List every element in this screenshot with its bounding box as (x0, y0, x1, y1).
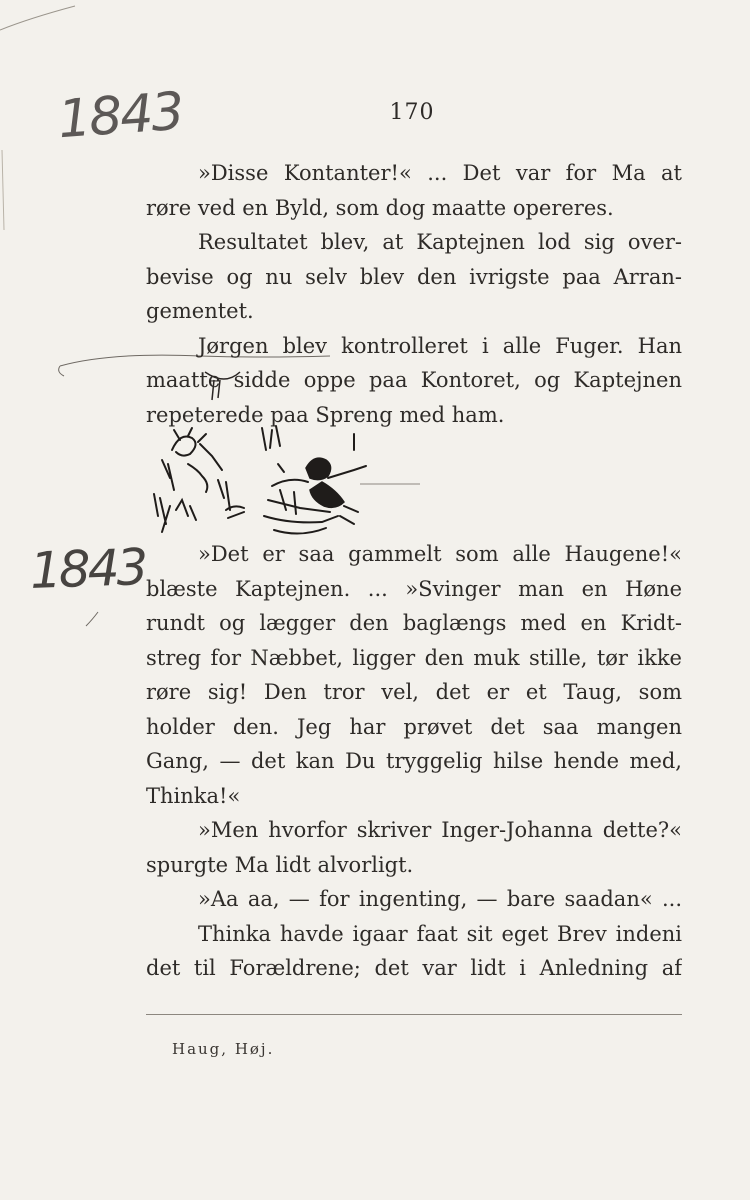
text-line: Thinka!« (146, 783, 241, 808)
text-line: Thinka havde igaar faat sit eget Brev indeni (198, 921, 682, 946)
text-line: »Disse Kontanter!« ... Det var for Ma at (198, 161, 682, 185)
text-line: Resultatet blev, at Kaptejnen lod sig over- (198, 230, 682, 254)
handwritten-year-note-top: 1843 (56, 81, 185, 151)
text-line: repeterede paa Spreng med ham. (146, 402, 505, 427)
text-line: rundt og lægger den baglængs med en Kridt- (146, 611, 682, 635)
text-line: røre sig! Den tror vel, det er et Taug, som (146, 680, 682, 704)
text-line: Gang, — det kan Du tryggelig hilse hende med, (146, 749, 682, 773)
text-line: Jørgen blev kontrolleret i alle Fuger. Han (198, 333, 682, 358)
text-line: holder den. Jeg har prøvet det saa mangen (146, 714, 682, 739)
handwritten-year-note-middle: 1843 (29, 538, 147, 600)
text-line: gementet. (146, 299, 254, 323)
page-number: 170 (389, 100, 435, 125)
text-line: »Det er saa gammelt som alle Haugene!« (198, 542, 682, 566)
printer-signature: Haug, Høj. (172, 1040, 275, 1058)
text-line: bevise og nu selv blev den ivrigste paa Arran- (146, 264, 682, 289)
text-line: »Aa aa, — for ingenting, — bare saadan« ... (198, 887, 682, 911)
text-line: spurgte Ma lidt alvorligt. (146, 852, 414, 877)
footer-rule (146, 1014, 682, 1015)
body-text (146, 156, 682, 986)
text-line: det til Forældrene; det var lidt i Anledning af (146, 956, 682, 980)
text-line: maatte sidde oppe paa Kontoret, og Kaptejnen (146, 368, 682, 392)
text-line: røre ved en Byld, som dog maatte opereres. (146, 195, 614, 220)
text-line: »Men hvorfor skriver Inger-Johanna dette?« (198, 818, 682, 842)
text-line: blæste Kaptejnen. ... »Svinger man en Høne (146, 576, 682, 601)
ink-sketch (140, 420, 370, 550)
text-line: streg for Næbbet, ligger den muk stille, tør ikke (146, 645, 682, 670)
